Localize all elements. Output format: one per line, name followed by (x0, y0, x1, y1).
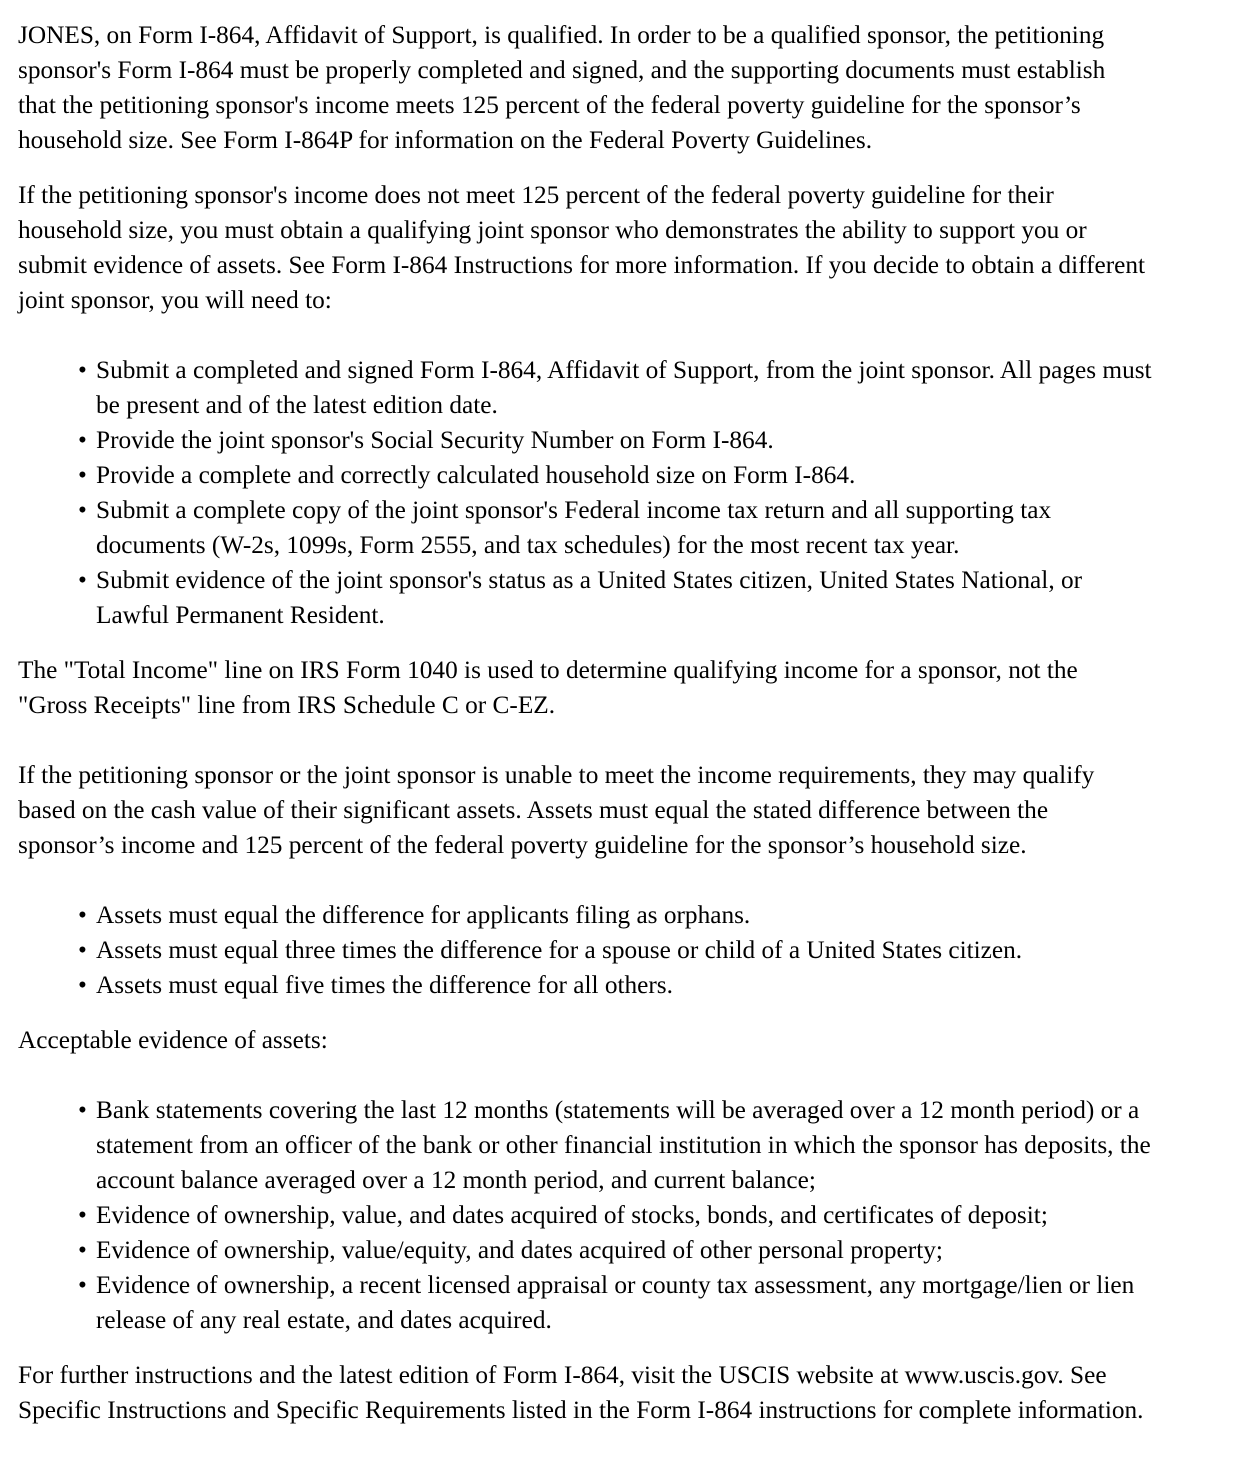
paragraph-assets-qualify (18, 758, 1256, 863)
text-line: based on the cash value of their significant assets. Assets must equal the stated difference between the (18, 796, 1049, 824)
list-item (18, 563, 1256, 633)
text-line: For further instructions and the latest edition of Form I-864, visit the USCIS website at www.uscis.gov. See (18, 1361, 1107, 1389)
bullet-icon: • (78, 1236, 87, 1264)
bullet-icon: • (78, 1096, 87, 1124)
list-item-line: Lawful Permanent Resident. (96, 601, 385, 629)
bullet-icon: • (78, 566, 87, 594)
list-item (18, 1233, 1256, 1268)
text-line: Acceptable evidence of assets: (18, 1026, 328, 1054)
list-item (18, 933, 1256, 968)
list-item (18, 1268, 1256, 1338)
bullet-icon: • (78, 356, 87, 384)
bullet-icon: • (78, 936, 87, 964)
list-item-line: release of any real estate, and dates acquired. (96, 1306, 552, 1334)
list-item-line: documents (W-2s, 1099s, Form 2555, and tax schedules) for the most recent tax year. (96, 531, 960, 559)
list-item-line: Submit evidence of the joint sponsor's status as a United States citizen, United States National, or (96, 566, 1083, 594)
text-line: If the petitioning sponsor's income does not meet 125 percent of the federal poverty guideline for their (18, 181, 1054, 209)
list-item-line: Assets must equal five times the difference for all others. (96, 971, 673, 999)
list-item (18, 423, 1256, 458)
list-item (18, 898, 1256, 933)
list-item (18, 1093, 1256, 1198)
text-line: "Gross Receipts" line from IRS Schedule C or C-EZ. (18, 691, 556, 719)
list-item-line: statement from an officer of the bank or other financial institution in which the sponsor has deposits, the (96, 1131, 1151, 1159)
bullet-icon: • (78, 1201, 87, 1229)
list-item (18, 968, 1256, 1003)
text-line: household size. See Form I-864P for information on the Federal Poverty Guidelines. (18, 126, 873, 154)
paragraph-sponsor-qualified (18, 18, 1256, 158)
paragraph-further-instructions (18, 1358, 1256, 1428)
paragraph-joint-sponsor (18, 178, 1256, 318)
list-item (18, 1198, 1256, 1233)
list-item (18, 493, 1256, 563)
text-line: sponsor's Form I-864 must be properly completed and signed, and the supporting documents must establish (18, 56, 1106, 84)
list-item-line: Assets must equal the difference for applicants filing as orphans. (96, 901, 751, 929)
bullet-icon: • (78, 496, 87, 524)
list-item-line: Evidence of ownership, value, and dates acquired of stocks, bonds, and certificates of deposit; (96, 1201, 1048, 1229)
joint-sponsor-requirements-list (18, 353, 1256, 633)
text-line: JONES, on Form I-864, Affidavit of Support, is qualified. In order to be a qualified sponsor, the petitioning (18, 21, 1105, 49)
text-line: If the petitioning sponsor or the joint sponsor is unable to meet the income requirements, they may qualify (18, 761, 1095, 789)
list-item-line: Provide a complete and correctly calculated household size on Form I-864. (96, 461, 856, 489)
text-line: household size, you must obtain a qualifying joint sponsor who demonstrates the ability to support you or (18, 216, 1087, 244)
list-item-line: Assets must equal three times the difference for a spouse or child of a United States citizen. (96, 936, 1023, 964)
list-item-line: Bank statements covering the last 12 months (statements will be averaged over a 12 month period) or a (96, 1096, 1140, 1124)
list-item (18, 458, 1256, 493)
list-item-line: account balance averaged over a 12 month period, and current balance; (96, 1166, 816, 1194)
bullet-icon: • (78, 971, 87, 999)
list-item-line: Evidence of ownership, value/equity, and dates acquired of other personal property; (96, 1236, 943, 1264)
list-item-line: Submit a completed and signed Form I-864, Affidavit of Support, from the joint sponsor. All pages must (96, 356, 1152, 384)
list-item-line: Submit a complete copy of the joint sponsor's Federal income tax return and all supporting tax (96, 496, 1052, 524)
bullet-icon: • (78, 426, 87, 454)
list-item-line: be present and of the latest edition date. (96, 391, 498, 419)
paragraph-acceptable-evidence (18, 1023, 1256, 1058)
list-item-line: Provide the joint sponsor's Social Security Number on Form I-864. (96, 426, 774, 454)
assets-requirements-list (18, 898, 1256, 1003)
bullet-icon: • (78, 901, 87, 929)
text-line: sponsor’s income and 125 percent of the federal poverty guideline for the sponsor’s household size. (18, 831, 1027, 859)
text-line: The "Total Income" line on IRS Form 1040 is used to determine qualifying income for a sponsor, not the (18, 656, 1078, 684)
list-item (18, 353, 1256, 423)
bullet-icon: • (78, 461, 87, 489)
evidence-of-assets-list (18, 1093, 1256, 1338)
text-line: that the petitioning sponsor's income meets 125 percent of the federal poverty guideline for the sponsor’s (18, 91, 1081, 119)
text-line: joint sponsor, you will need to: (18, 286, 332, 314)
text-line: Specific Instructions and Specific Requirements listed in the Form I-864 instructions for complete information. (18, 1396, 1144, 1424)
text-line: submit evidence of assets. See Form I-864 Instructions for more information. If you decide to obtain a different (18, 251, 1146, 279)
paragraph-total-income (18, 653, 1256, 723)
list-item-line: Evidence of ownership, a recent licensed appraisal or county tax assessment, any mortgage/lien or lien (96, 1271, 1135, 1299)
bullet-icon: • (78, 1271, 87, 1299)
